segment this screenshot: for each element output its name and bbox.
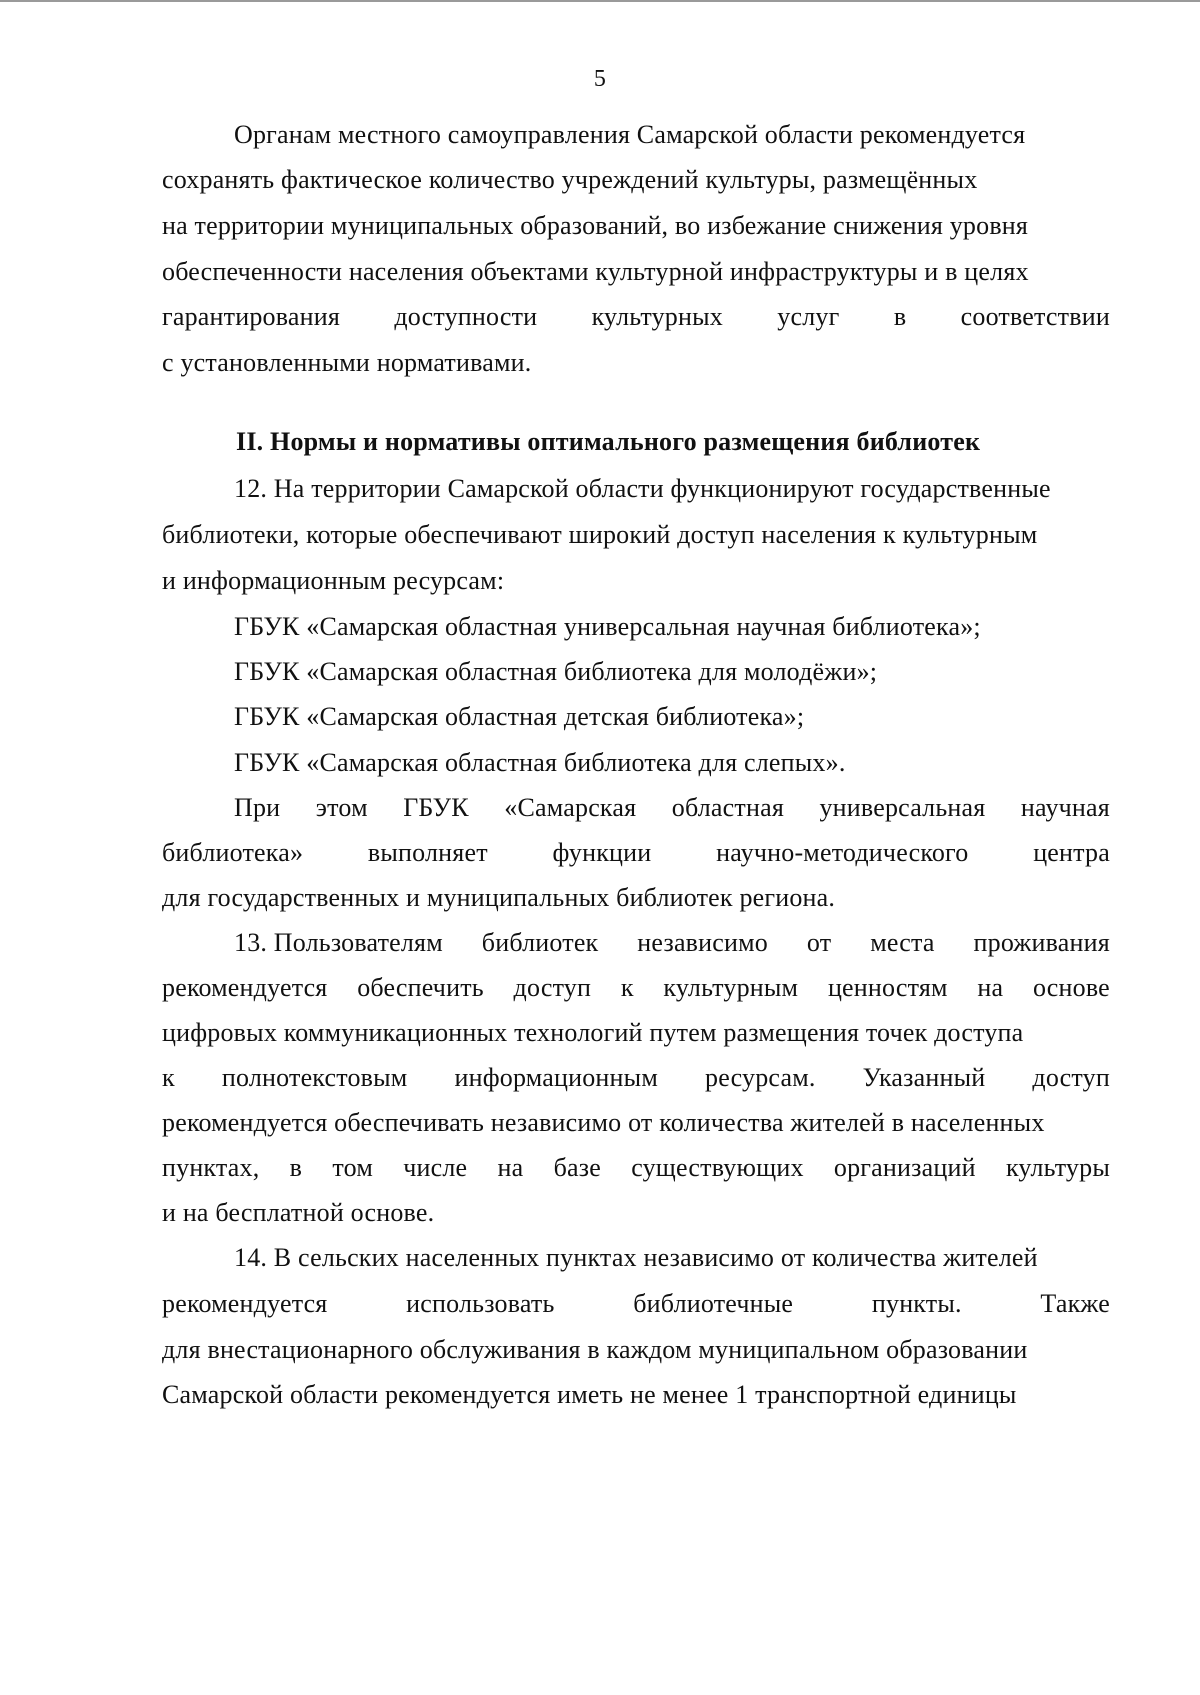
word: проживания (973, 928, 1110, 957)
word: на (497, 1153, 524, 1182)
paragraph-1-line: сохранять фактическое количество учреждений культуры, размещённых (162, 165, 978, 194)
word: доступ (513, 973, 592, 1002)
library-list-item: ГБУК «Самарская областная библиотека для слепых». (234, 748, 846, 777)
item-13-line: рекомендуется обеспечивать независимо от количества жителей в населенных (162, 1108, 1045, 1137)
paragraph-1-line: с установленными нормативами. (162, 348, 532, 377)
word: к (162, 1063, 175, 1092)
word: научная (1020, 793, 1110, 822)
library-list-item: ГБУК «Самарская областная библиотека для молодёжи»; (234, 657, 878, 686)
word: к (620, 973, 634, 1002)
word: базе (553, 1153, 601, 1182)
word: пункты. (871, 1289, 962, 1318)
item-13-line (162, 1063, 1110, 1093)
item-13-line (162, 1153, 1110, 1183)
item-12-line: 12. На территории Самарской области функционируют государственные (234, 474, 1051, 503)
word: центра (1033, 838, 1110, 867)
word: этом (315, 793, 368, 822)
word: гарантирования (162, 302, 340, 331)
paragraph-1-line: обеспеченности населения объектами культурной инфраструктуры и в целях (162, 257, 1029, 286)
item-12-note-line: для государственных и муниципальных библиотек региона. (162, 883, 836, 912)
item-14-line: 14. В сельских населенных пунктах независимо от количества жителей (234, 1243, 1038, 1272)
word: культурных (591, 302, 723, 331)
word: ценностям (827, 973, 948, 1002)
word: доступ (1032, 1063, 1110, 1092)
word: в (893, 302, 907, 331)
word: существующих (631, 1153, 804, 1182)
word: Указанный (862, 1063, 986, 1092)
word: доступности (394, 302, 538, 331)
word: культуры (1005, 1153, 1110, 1182)
word: ГБУК (403, 793, 469, 822)
word: основе (1032, 973, 1110, 1002)
word: универсальная (819, 793, 986, 822)
word: услуг (777, 302, 840, 331)
item-13-line (162, 973, 1110, 1003)
word: использовать (406, 1289, 555, 1318)
library-list-item: ГБУК «Самарская областная детская библиотека»; (234, 702, 805, 731)
word: том (332, 1153, 373, 1182)
word: библиотечные (633, 1289, 794, 1318)
word: «Самарская (504, 793, 637, 822)
top-border-line (0, 0, 1200, 2)
word: информационным (454, 1063, 658, 1092)
word: библиотека» (162, 838, 304, 867)
item-13-line (234, 928, 1110, 958)
word: числе (403, 1153, 468, 1182)
paragraph-1-line (162, 302, 1110, 332)
word: обеспечить (357, 973, 484, 1002)
word: на (977, 973, 1004, 1002)
word: научно-методического (716, 838, 969, 867)
word: независимо (637, 928, 768, 957)
item-13-line: и на бесплатной основе. (162, 1198, 435, 1227)
word: места (870, 928, 935, 957)
word: пунктах, (162, 1153, 260, 1182)
word: соответствии (960, 302, 1110, 331)
word: функции (552, 838, 652, 867)
word: в (289, 1153, 303, 1182)
paragraph-1-line: Органам местного самоуправления Самарской области рекомендуется (234, 120, 1026, 149)
page-number: 5 (593, 66, 607, 92)
item-12-line: библиотеки, которые обеспечивают широкий доступ населения к культурным (162, 520, 1038, 549)
item-12-line: и информационным ресурсам: (162, 566, 505, 595)
item-12-note-line (234, 793, 1110, 823)
word: культурным (663, 973, 799, 1002)
word: библиотек (481, 928, 599, 957)
item-14-line: Самарской области рекомендуется иметь не менее 1 транспортной единицы (162, 1380, 1017, 1409)
word: областная (671, 793, 784, 822)
word: При (234, 793, 281, 822)
item-12-note-line (162, 838, 1110, 868)
word: полнотекстовым (221, 1063, 408, 1092)
item-13-line: цифровых коммуникационных технологий путем размещения точек доступа (162, 1018, 1024, 1047)
paragraph-1-line: на территории муниципальных образований, во избежание снижения уровня (162, 211, 1029, 240)
word: выполняет (367, 838, 488, 867)
item-14-line: для внестационарного обслуживания в каждом муниципальном образовании (162, 1335, 1028, 1364)
word: ресурсам. (705, 1063, 816, 1092)
word: 13. Пользователям (234, 928, 443, 957)
word: рекомендуется (162, 973, 328, 1002)
word: от (806, 928, 832, 957)
word: Также (1040, 1289, 1110, 1318)
library-list-item: ГБУК «Самарская областная универсальная научная библиотека»; (234, 612, 981, 641)
word: организаций (833, 1153, 976, 1182)
section-heading: II. Нормы и нормативы оптимального размещения библиотек (236, 427, 981, 456)
item-14-line (162, 1289, 1110, 1319)
word: рекомендуется (162, 1289, 328, 1318)
